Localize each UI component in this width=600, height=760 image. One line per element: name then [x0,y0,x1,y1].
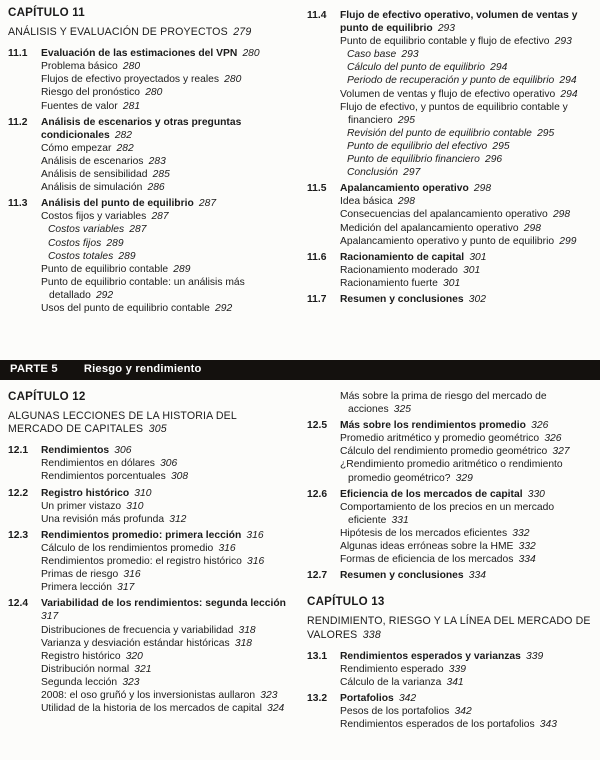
section-entry [8,116,293,142]
subsection-entry [8,637,293,650]
entry-text: Rendimientos esperados y varianzas [340,650,521,662]
entry-text: Caso base [347,49,397,61]
subsection-entry [8,276,293,302]
page-number: 325 [393,404,411,416]
entry-text: Rendimientos porcentuales [41,471,166,483]
section-number: 13.1 [307,650,328,662]
entry-text: RENDIMIENTO, RIESGO Y LA LÍNEA DEL MERCADO DE VALORES [307,615,591,641]
page-number: 330 [527,488,545,500]
entry-text: ANÁLISIS Y EVALUACIÓN DE PROYECTOS [8,26,228,39]
entry-text: Volumen de ventas y flujo de efectivo operativo [340,88,556,100]
subsection-entry [8,568,293,581]
page-number: 289 [118,250,136,262]
page-number: 317 [117,582,135,594]
page-number: 331 [391,514,409,526]
subsection-entry [8,263,293,276]
entry-text: Costos totales [48,250,114,262]
entry-text: Pesos de los portafolios [340,705,450,717]
entry-text: Conclusión [347,167,398,179]
subsection-entry [8,542,293,555]
chapter-title [307,615,592,641]
page-number: 283 [148,155,166,167]
entry-text: Un primer vistazo [41,500,122,512]
entry-text: Rendimientos en dólares [41,458,155,470]
entry-text: Riesgo del pronóstico [41,87,141,99]
entry-text: 2008: el oso gruñó y los inversionistas aullaron [41,689,256,701]
section-entry [8,197,293,210]
entry-text: Análisis de simulación [41,182,143,194]
entry-text: Punto de equilibrio financiero [347,154,480,166]
subsubsection-entry [307,127,592,140]
entry-text: Cálculo de la varianza [340,676,442,688]
section-number: 11.2 [8,116,28,128]
entry-text: Costos fijos [48,237,102,249]
page-number: 321 [134,663,152,675]
page-number: 292 [95,289,114,301]
entry-text: Registro histórico [41,650,121,662]
subsubsection-entry [307,140,592,153]
subsection-entry [307,264,592,277]
page-number: 287 [129,224,147,236]
entry-text: Eficiencia de los mercados de capital [340,488,523,500]
page-number: 289 [106,237,124,249]
entry-text: Cálculo del punto de equilibrio [347,62,485,74]
page-number: 310 [134,487,152,499]
entry-text: Más sobre la prima de riesgo del mercado de acciones [340,391,547,416]
page-number: 298 [523,222,541,234]
subsection-entry [307,527,592,540]
section-entry [307,251,592,264]
page-number: 279 [233,26,252,39]
toc-lower-section [0,380,600,760]
subsection-entry [8,581,293,594]
entry-text: Flujo de efectivo, y puntos de equilibrio contable y financiero [340,101,568,126]
toc-column-top-right [307,6,592,360]
entry-text: Primas de riesgo [41,569,119,581]
section-number: 12.3 [8,529,29,541]
page-number: 343 [539,719,557,731]
subsubsection-entry [307,153,592,166]
page-number: 323 [122,676,140,688]
page-number: 324 [267,703,285,715]
part-banner-title: Riesgo y rendimiento [83,363,202,376]
page-number: 332 [518,541,536,553]
entry-text: ALGUNAS LECCIONES DE LA HISTORIA DEL MERCADO DE CAPITALES [8,410,237,436]
entry-text: Resumen y conclusiones [340,570,464,582]
entry-text: Rendimientos esperados de los portafolios [340,719,535,731]
subsection-entry [8,650,293,663]
page-number: 286 [147,182,165,194]
entry-text: Punto de equilibrio contable: un análisis más detallado [41,276,245,301]
page-number: 342 [454,705,472,717]
subsubsection-entry [307,74,592,87]
subsection-entry [8,86,293,99]
subsection-entry [307,35,592,48]
entry-text: Utilidad de la historia de los mercados de capital [41,703,262,715]
subsection-entry [307,88,592,101]
subsection-entry [307,705,592,718]
page-number: 334 [518,554,536,566]
entry-text: Medición del apalancamiento operativo [340,222,519,234]
page-number: 329 [455,472,473,484]
chapter-number-heading [8,390,293,403]
page-number: 280 [242,48,260,60]
section-entry [307,293,592,306]
section-entry [307,569,592,582]
page-number: 308 [170,471,189,483]
entry-text: Formas de eficiencia de los mercados [340,554,514,566]
subsubsection-entry [307,48,592,61]
entry-text: Varianza y desviación estándar históricas [41,637,230,649]
part-banner-label: PARTE 5 [10,363,58,376]
subsection-entry [307,676,592,689]
entry-text: Fuentes de valor [41,100,118,112]
page-number: 294 [560,88,578,100]
chapter-number-heading [8,6,293,19]
page-number: 295 [492,140,510,152]
page-number: 338 [362,628,381,641]
subsection-entry [8,470,293,483]
entry-text: Cálculo de los rendimientos promedio [41,542,214,554]
toc-column-bottom-left [8,390,293,760]
part-banner [0,360,600,380]
page-number: 317 [41,611,59,623]
entry-text: Costos variables [48,224,125,236]
chapter-title [8,26,293,39]
page-number: 323 [260,689,278,701]
subsection-entry [8,210,293,223]
toc-column-bottom-right [307,390,592,760]
subsubsection-entry [307,61,592,74]
entry-text: Evaluación de las estimaciones del VPN [41,48,238,60]
entry-text: Rendimientos promedio: primera lección [41,529,242,541]
page-number: 292 [215,302,233,314]
subsection-entry [8,142,293,155]
subsubsection-entry [8,223,293,236]
section-number: 12.2 [8,487,29,499]
page-number: 342 [398,692,417,704]
page-number: 297 [403,167,421,179]
page-number: 301 [469,251,487,263]
section-number: 12.7 [307,570,328,582]
section-entry [8,487,293,500]
entry-text: Cómo empezar [41,142,112,154]
page-number: 294 [559,75,577,87]
page-number: 282 [116,142,134,154]
page-number: 296 [484,154,503,166]
page-number: 316 [247,556,265,568]
subsection-entry [8,513,293,526]
page-number: 301 [443,277,461,289]
page-number: 287 [198,198,217,210]
entry-text: CAPÍTULO 12 [8,390,86,403]
entry-text: Revisión del punto de equilibrio contable [347,127,532,139]
entry-text: CAPÍTULO 11 [8,6,85,19]
subsubsection-entry [8,250,293,263]
entry-text: Racionamiento fuerte [340,277,438,289]
page-number: 282 [114,129,133,141]
entry-text: Costos fijos y variables [41,211,147,223]
subsection-entry [8,302,293,315]
subsection-entry [307,458,592,484]
section-entry [307,9,592,35]
section-number: 11.1 [8,48,28,60]
subsection-entry [307,718,592,731]
page-number: 310 [126,500,144,512]
page-number: 316 [123,569,141,581]
subsection-entry [8,181,293,194]
page-number: 280 [145,87,163,99]
page-number: 327 [552,446,570,458]
page-number: 298 [397,196,416,208]
entry-text: Rendimiento esperado [340,663,444,675]
entry-text: Rendimientos promedio: el registro histórico [41,556,242,568]
entry-text: Análisis del punto de equilibrio [41,198,194,210]
page-number: 339 [526,650,544,662]
entry-text: Punto de equilibrio contable [41,263,169,275]
subsection-entry [8,676,293,689]
subsection-entry [8,60,293,73]
section-number: 11.5 [307,183,327,195]
section-entry [8,47,293,60]
page-number: 326 [531,420,549,432]
page-number: 302 [468,293,486,305]
entry-text: Usos del punto de equilibrio contable [41,302,210,314]
subsection-entry [8,500,293,513]
page-number: 316 [246,529,264,541]
entry-text: Rendimientos [41,445,110,457]
subsection-entry [307,195,592,208]
page-number: 280 [224,74,242,86]
page-number: 293 [554,36,572,48]
section-number: 12.4 [8,598,29,610]
page-number: 294 [490,62,508,74]
entry-text: Análisis de escenarios y otras preguntas condicionales [41,116,242,141]
subsection-entry [307,663,592,676]
page-number: 293 [437,23,456,35]
entry-text: Algunas ideas erróneas sobre la HME [340,541,514,553]
entry-text: Apalancamiento operativo y punto de equilibrio [340,235,555,247]
subsection-entry [307,540,592,553]
subsection-entry [8,663,293,676]
page-number: 306 [160,458,178,470]
page-number: 305 [148,423,167,436]
section-entry [307,650,592,663]
section-number: 11.3 [8,198,28,210]
toc-upper-section [0,0,600,360]
entry-text: Problema básico [41,61,118,73]
section-entry [8,597,293,623]
entry-text: Apalancamiento operativo [340,183,469,195]
section-number: 12.5 [307,420,328,432]
section-entry [307,419,592,432]
section-entry [8,529,293,542]
subsection-entry [8,624,293,637]
entry-text: Más sobre los rendimientos promedio [340,420,526,432]
page-number: 285 [152,169,170,181]
page-number: 326 [544,433,562,445]
page-number: 298 [473,183,492,195]
entry-text: Idea básica [340,196,393,208]
subsection-entry [307,390,592,416]
page-number: 289 [173,263,191,275]
subsection-entry [8,73,293,86]
section-number: 11.4 [307,10,327,21]
section-entry [307,692,592,705]
chapter-title [8,410,293,436]
entry-text: Una revisión más profunda [41,513,165,525]
page-number: 312 [169,513,187,525]
subsection-entry [307,101,592,127]
entry-text: Análisis de escenarios [41,155,144,167]
page-number: 287 [151,211,169,223]
page-number: 295 [537,127,555,139]
page-number: 281 [122,100,141,112]
entry-text: Punto de equilibrio del efectivo [347,140,488,152]
subsection-entry [307,553,592,566]
entry-text: Variabilidad de los rendimientos: segunda lección [41,598,286,610]
subsection-entry [307,432,592,445]
page-number: 320 [125,650,143,662]
entry-text: Cálculo del rendimiento promedio geométrico [340,446,548,458]
page-number: 339 [448,663,466,675]
entry-text: CAPÍTULO 13 [307,595,385,609]
entry-text: Primera lección [41,582,112,594]
chapter-number-heading [307,595,592,608]
subsection-entry [307,277,592,290]
subsection-entry [307,445,592,458]
subsection-entry [8,100,293,113]
subsection-entry [307,235,592,248]
subsection-entry [8,702,293,715]
entry-text: Portafolios [340,692,394,704]
entry-text: Hipótesis de los mercados eficientes [340,527,508,539]
entry-text: Flujo de efectivo operativo, volumen de ventas y punto de equilibrio [340,10,578,35]
subsection-entry [307,222,592,235]
section-entry [8,444,293,457]
page-number: 332 [512,527,530,539]
subsection-entry [8,689,293,702]
subsubsection-entry [8,237,293,250]
section-number: 11.6 [307,251,327,263]
section-entry [307,182,592,195]
subsection-entry [8,555,293,568]
page-number: 299 [559,235,577,247]
page-number: 306 [114,445,132,457]
page-number: 318 [234,637,253,649]
section-number: 12.1 [8,445,29,457]
page-number: 341 [446,676,464,688]
section-number: 13.2 [307,692,328,704]
entry-text: Racionamiento de capital [340,251,465,263]
toc-column-top-left [8,6,293,360]
entry-text: Consecuencias del apalancamiento operativo [340,209,548,221]
entry-text: Periodo de recuperación y punto de equilibrio [347,75,555,87]
entry-text: Promedio aritmético y promedio geométrico [340,433,540,445]
page-number: 316 [218,542,236,554]
entry-text: Punto de equilibrio contable y flujo de efectivo [340,36,550,48]
subsection-entry [8,168,293,181]
subsubsection-entry [307,166,592,179]
subsection-entry [8,457,293,470]
section-number: 12.6 [307,488,328,500]
entry-text: Racionamiento moderado [340,264,458,276]
entry-text: Flujos de efectivo proyectados y reales [41,74,219,86]
page-number: 295 [397,114,415,126]
entry-text: Resumen y conclusiones [340,293,464,305]
section-number: 11.7 [307,293,327,305]
subsection-entry [307,208,592,221]
page-number: 298 [552,209,571,221]
page-number: 280 [122,61,141,73]
entry-text: Comportamiento de los precios en un mercado eficiente [340,501,555,526]
subsection-entry [307,501,592,527]
subsection-entry [8,155,293,168]
page-number: 301 [463,264,481,276]
page-number: 293 [401,49,419,61]
entry-text: Registro histórico [41,487,130,499]
entry-text: Distribución normal [41,663,130,675]
section-entry [307,488,592,501]
entry-text: Segunda lección [41,676,118,688]
entry-text: Distribuciones de frecuencia y variabilidad [41,624,234,636]
page-number: 318 [238,624,256,636]
page-number: 334 [468,570,486,582]
entry-text: Análisis de sensibilidad [41,169,148,181]
entry-text: ¿Rendimiento promedio aritmético o rendimiento promedio geométrico? [340,459,563,484]
